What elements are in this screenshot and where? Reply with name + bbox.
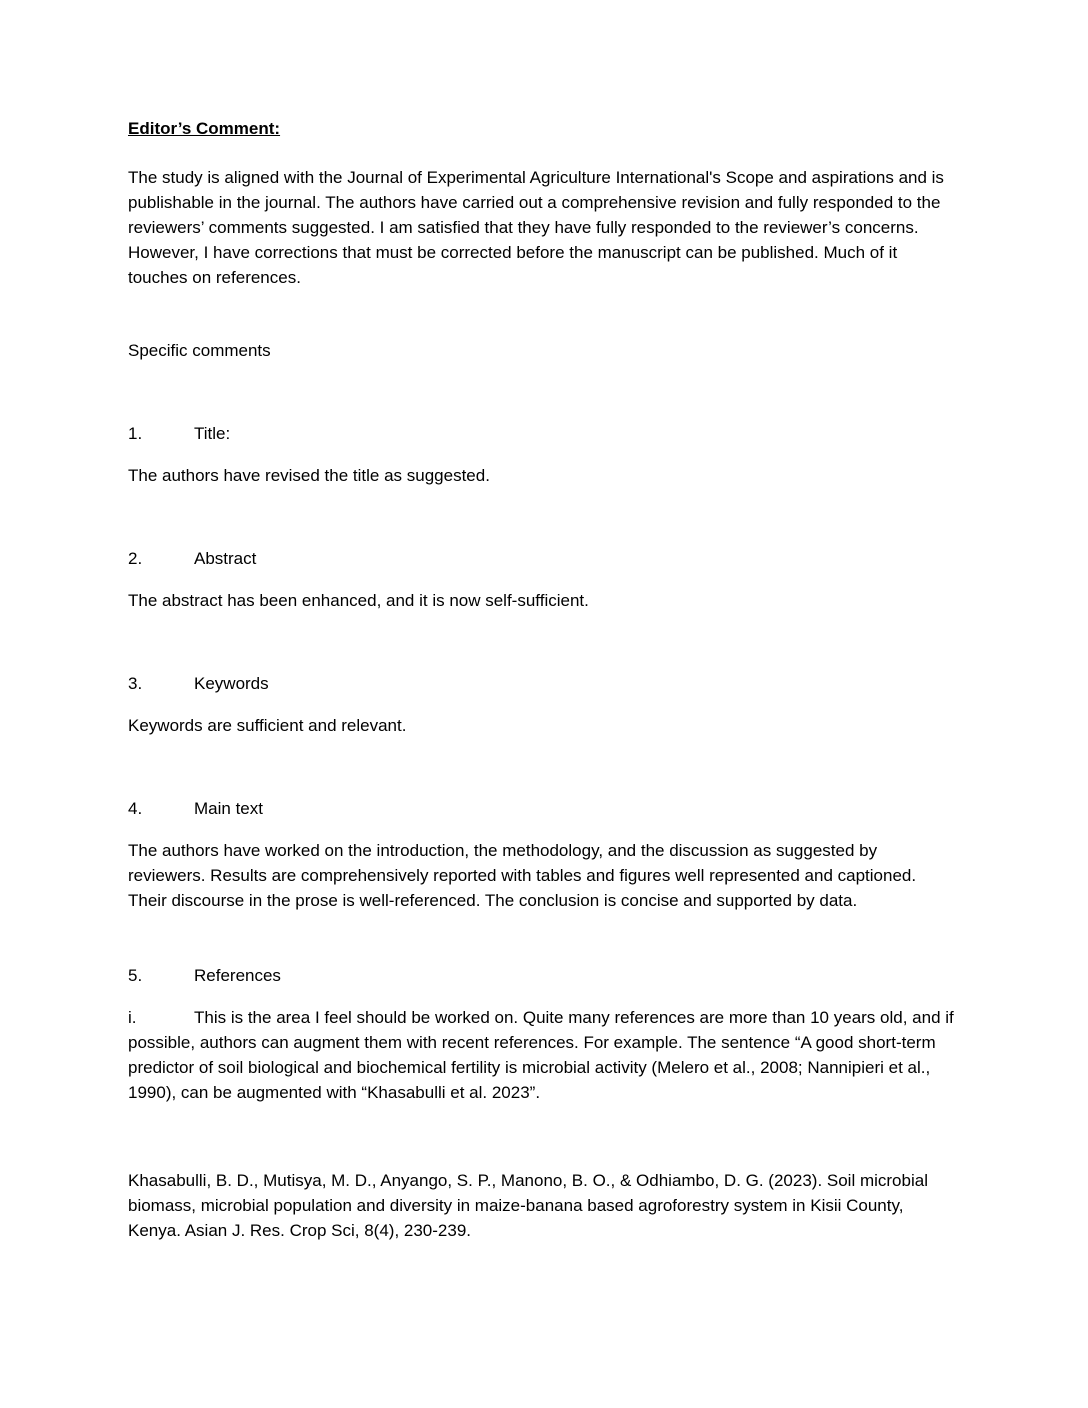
section-4-number: 4. <box>128 799 143 818</box>
section-3-label: Keywords <box>194 674 269 693</box>
section-5-number: 5. <box>128 966 143 985</box>
reference-note-text: This is the area I feel should be worked on. Quite many references are more than 10 years old, and if possible, authors can augment them with recent references. For example. The sentence “A good short-term predictor of soil biological and biochemical fertility is microbial activity (Melero et al., 2008; Nannipieri et al., 1990), can be augmented with “Khasabulli et al. 2023”. <box>128 1008 954 1102</box>
intro-paragraph: The study is aligned with the Journal of Experimental Agriculture International's Scope and aspirations and is publishable in the journal. The authors have carried out a comprehensive revision and fully responded to the reviewers’ comments suggested. I am satisfied that they have fully responded to the reviewer’s concerns. However, I have corrections that must be corrected before the manuscript can be published. Much of it touches on references. <box>128 168 944 287</box>
section-1-heading <box>128 421 958 446</box>
section-2-heading <box>128 546 958 571</box>
section-4-body: The authors have worked on the introduction, the methodology, and the discussion as suggested by reviewers. Results are comprehensively reported with tables and figures well represented and captioned. Their discourse in the prose is well-referenced. The conclusion is concise and supported by data. <box>128 841 917 910</box>
citation-paragraph: Khasabulli, B. D., Mutisya, M. D., Anyango, S. P., Manono, B. O., & Odhiambo, D. G. (2023). Soil microbial biomass, microbial population and diversity in maize-banana based agroforestry system in Kisii County, Kenya. Asian J. Res. Crop Sci, 8(4), 230-239. <box>128 1171 928 1240</box>
section-3-body: Keywords are sufficient and relevant. <box>128 716 407 735</box>
section-3-number: 3. <box>128 674 143 693</box>
section-4-label: Main text <box>194 799 263 818</box>
reference-note-number: i. <box>128 1008 137 1027</box>
section-2-label: Abstract <box>194 549 257 568</box>
section-5-heading <box>128 963 958 988</box>
section-5-label: References <box>194 966 281 985</box>
reference-note <box>128 1005 958 1105</box>
section-3-heading <box>128 671 958 696</box>
section-2-number: 2. <box>128 549 143 568</box>
section-2-body: The abstract has been enhanced, and it is now self-sufficient. <box>128 591 589 610</box>
specific-comments-heading: Specific comments <box>128 341 271 360</box>
section-1-number: 1. <box>128 424 143 443</box>
document-title: Editor’s Comment: <box>128 119 281 138</box>
section-1-body: The authors have revised the title as suggested. <box>128 466 490 485</box>
section-1-label: Title: <box>194 424 231 443</box>
section-4-heading <box>128 796 958 821</box>
